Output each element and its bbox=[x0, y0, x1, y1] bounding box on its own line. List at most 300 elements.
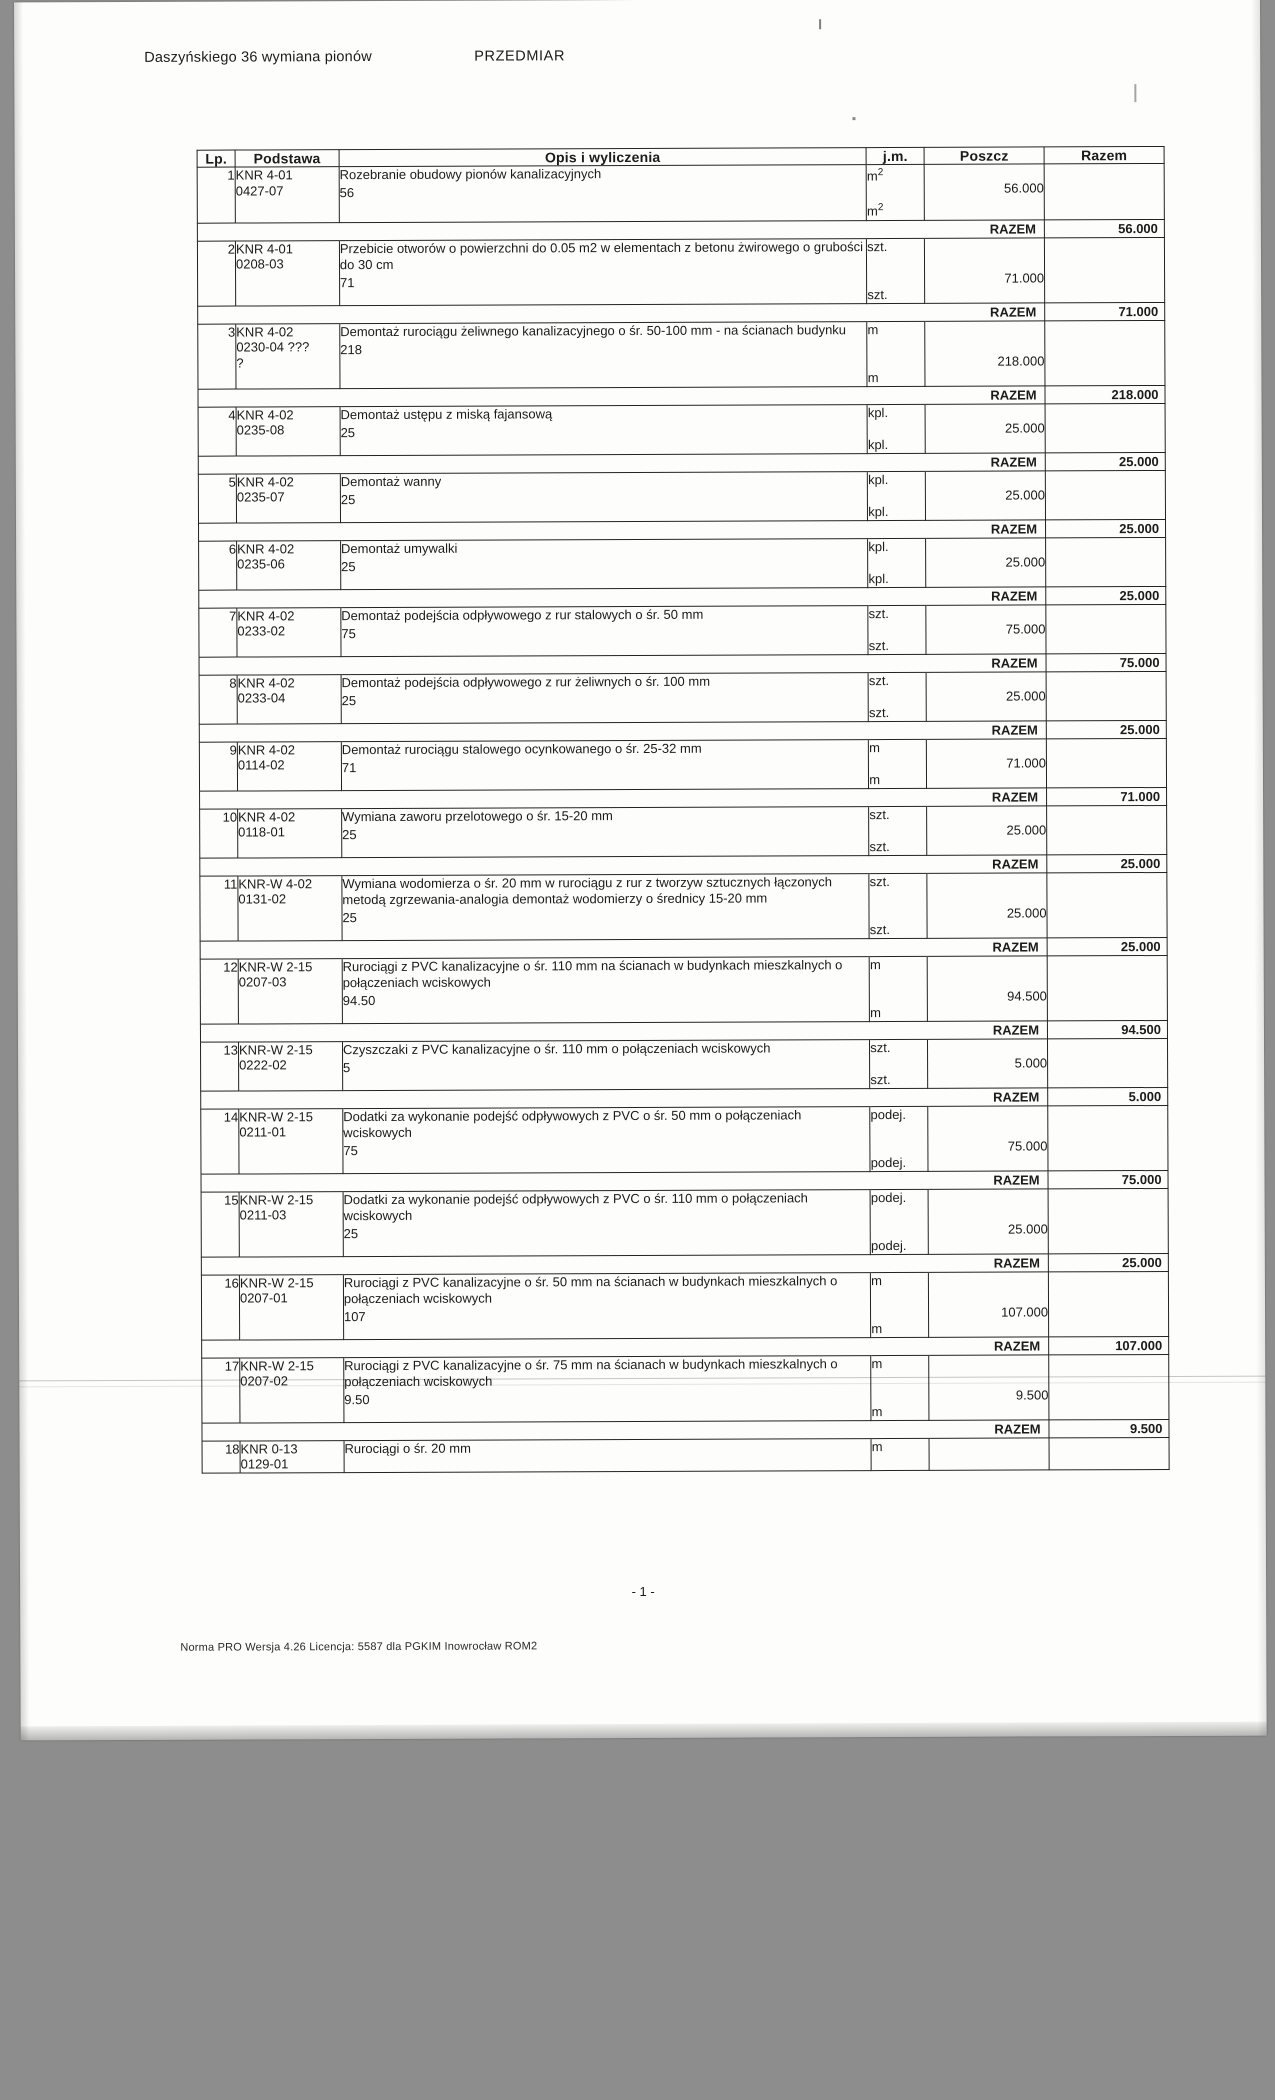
total-spacer-opis bbox=[340, 453, 867, 473]
total-spacer-lp bbox=[198, 306, 236, 324]
total-label-text: RAZEM bbox=[925, 220, 1045, 238]
spacer bbox=[867, 184, 924, 200]
total-label-text: RAZEM bbox=[928, 1171, 1048, 1189]
table-row bbox=[198, 403, 1165, 456]
cell-unit: m m bbox=[867, 321, 925, 386]
cell-podstawa: KNR-W 2-15 0211-01 bbox=[239, 1108, 343, 1173]
spacer bbox=[870, 890, 927, 922]
cell-poszcz bbox=[925, 404, 1045, 453]
total-spacer-podstawa bbox=[239, 1090, 343, 1108]
cell-razem-blank bbox=[1049, 1354, 1169, 1419]
total-spacer-podstawa bbox=[236, 455, 340, 473]
total-value: 9.500 bbox=[1049, 1419, 1169, 1437]
total-label bbox=[869, 938, 927, 956]
opis-description: Dodatki za wykonanie podejść odpływowych z PVC o śr. 50 mm o połączeniach wciskowych bbox=[343, 1107, 802, 1140]
cell-opis bbox=[340, 404, 867, 455]
spacer bbox=[925, 238, 1044, 270]
scan-dust-speck bbox=[1134, 84, 1136, 102]
total-value: 94.500 bbox=[1047, 1020, 1167, 1038]
cell-podstawa: KNR 4-02 0233-02 bbox=[237, 607, 341, 656]
total-value: 71.000 bbox=[1045, 302, 1165, 320]
poszcz-value: 71.000 bbox=[1004, 270, 1045, 286]
total-spacer-lp bbox=[197, 223, 235, 241]
header-left-title: Daszyńskiego 36 wymiana pionów bbox=[144, 49, 372, 66]
cell-poszcz bbox=[924, 164, 1044, 220]
cell-unit: podej. podej. bbox=[870, 1106, 928, 1171]
opis-description: Demontaż ustępu z miską fajansową bbox=[340, 405, 553, 422]
table-row bbox=[201, 1271, 1168, 1340]
cell-opis bbox=[344, 1355, 872, 1422]
total-value: 71.000 bbox=[1047, 787, 1167, 805]
spacer bbox=[926, 605, 1045, 621]
total-label-text: RAZEM bbox=[926, 520, 1046, 538]
total-label bbox=[870, 1021, 928, 1039]
cell-unit: m m bbox=[869, 956, 927, 1021]
cell-unit: szt. szt. bbox=[868, 605, 926, 654]
total-spacer-podstawa bbox=[239, 1173, 343, 1191]
total-label-text: RAZEM bbox=[926, 721, 1046, 739]
cell-poszcz bbox=[928, 1106, 1048, 1171]
spacer bbox=[868, 338, 925, 370]
total-label bbox=[871, 1420, 929, 1438]
spacer bbox=[929, 1272, 1048, 1304]
cell-razem-blank bbox=[1049, 1437, 1169, 1469]
col-header-opis: Opis i wyliczenia bbox=[339, 148, 866, 167]
cell-unit: kpl. kpl. bbox=[868, 538, 926, 587]
opis-description: Przebicie otworów o powierzchni do 0.05 m2 w elementach z betonu żwirowego o grubości do 30 cm bbox=[339, 238, 864, 272]
spacer bbox=[927, 806, 1046, 822]
cell-poszcz bbox=[926, 605, 1046, 654]
cell-opis bbox=[340, 471, 867, 522]
cell-lp: 12 bbox=[200, 959, 238, 1024]
cell-lp: 10 bbox=[200, 809, 238, 858]
cell-podstawa: KNR 4-01 0427-07 bbox=[235, 167, 339, 223]
poszcz-value: 94.500 bbox=[1007, 988, 1047, 1004]
cell-opis bbox=[341, 672, 868, 723]
opis-description: Dodatki za wykonanie podejść odpływowych z PVC o śr. 110 mm o połączeniach wciskowych bbox=[343, 1190, 808, 1223]
total-spacer-podstawa bbox=[240, 1339, 344, 1357]
document-header bbox=[144, 46, 1144, 66]
table-row bbox=[199, 671, 1166, 724]
spacer bbox=[929, 1355, 1048, 1387]
cell-unit-calc: szt. bbox=[867, 286, 888, 302]
cell-unit: m m bbox=[871, 1355, 929, 1420]
cell-razem-blank bbox=[1046, 537, 1166, 586]
table-row bbox=[197, 163, 1164, 222]
cell-poszcz bbox=[926, 538, 1046, 587]
table-row bbox=[202, 1437, 1169, 1473]
total-label-text: RAZEM bbox=[925, 386, 1045, 404]
cell-lp: 18 bbox=[202, 1441, 240, 1473]
total-label-text: RAZEM bbox=[925, 303, 1045, 321]
total-label bbox=[868, 520, 926, 538]
cell-podstawa: KNR 4-02 0235-06 bbox=[237, 540, 341, 589]
cell-lp: 4 bbox=[198, 407, 236, 456]
total-spacer-opis bbox=[341, 721, 868, 741]
total-spacer-opis bbox=[343, 1254, 870, 1274]
opis-description: Wymiana zaworu przelotowego o śr. 15-20 mm bbox=[342, 807, 613, 824]
cell-razem-blank bbox=[1048, 1038, 1168, 1087]
document-title: PRZEDMIAR bbox=[474, 48, 566, 65]
opis-calculation: 94.50 bbox=[342, 992, 376, 1008]
cell-unit-calc: m bbox=[871, 1320, 883, 1336]
cell-opis bbox=[339, 165, 867, 223]
cell-lp: 16 bbox=[201, 1275, 239, 1340]
spacer bbox=[869, 823, 926, 839]
poszcz-value: 107.000 bbox=[1001, 1304, 1049, 1320]
total-value: 218.000 bbox=[1045, 385, 1165, 403]
cell-podstawa: KNR 4-02 0118-01 bbox=[238, 808, 342, 857]
cell-unit: m m bbox=[869, 739, 927, 788]
cell-razem-blank bbox=[1045, 320, 1165, 385]
table-row bbox=[200, 1038, 1167, 1091]
cell-lp: 9 bbox=[199, 742, 237, 791]
cell-lp: 6 bbox=[199, 541, 237, 590]
spacer bbox=[927, 739, 1046, 755]
scan-dust-speck bbox=[852, 117, 855, 120]
total-spacer-opis bbox=[341, 654, 868, 674]
total-label bbox=[869, 855, 927, 873]
cell-podstawa: KNR 4-02 0235-08 bbox=[236, 406, 340, 455]
opis-calculation: 5 bbox=[342, 1059, 351, 1075]
poszcz-value: 75.000 bbox=[1007, 1138, 1048, 1154]
total-spacer-lp bbox=[201, 1257, 239, 1275]
poszcz-value: 5.000 bbox=[1014, 1055, 1048, 1071]
opis-calculation: 71 bbox=[339, 274, 355, 290]
cell-lp: 5 bbox=[198, 474, 236, 523]
cell-lp: 1 bbox=[197, 167, 235, 223]
table-row bbox=[200, 872, 1167, 941]
total-spacer-podstawa bbox=[235, 222, 339, 240]
opis-calculation: 25 bbox=[343, 1225, 359, 1241]
opis-calculation: 56 bbox=[339, 185, 355, 201]
cell-opis bbox=[340, 538, 867, 589]
spacer bbox=[869, 756, 926, 772]
cell-razem-blank bbox=[1047, 872, 1167, 937]
total-label bbox=[870, 1171, 928, 1189]
total-value: 75.000 bbox=[1048, 1170, 1168, 1188]
cell-unit: kpl. kpl. bbox=[867, 404, 925, 453]
cell-poszcz bbox=[925, 471, 1045, 520]
spacer bbox=[926, 538, 1045, 554]
cell-unit: szt. szt. bbox=[868, 672, 926, 721]
total-spacer-opis bbox=[344, 1420, 871, 1440]
opis-calculation: 75 bbox=[341, 625, 356, 641]
total-spacer-opis bbox=[340, 520, 867, 540]
cell-razem-blank bbox=[1046, 604, 1166, 653]
total-label-text: RAZEM bbox=[929, 1420, 1049, 1438]
poszcz-value: 25.000 bbox=[1006, 822, 1047, 838]
total-spacer-lp bbox=[201, 1174, 239, 1192]
total-spacer-lp bbox=[200, 858, 238, 876]
cell-opis bbox=[342, 806, 869, 857]
spacer bbox=[871, 1123, 928, 1155]
opis-description: Rurociągi z PVC kanalizacyjne o śr. 75 mm na ścianach w budynkach mieszkalnych o połączeniach wciskowych bbox=[344, 1355, 838, 1389]
total-spacer-opis bbox=[341, 788, 868, 808]
table-body bbox=[197, 163, 1169, 1472]
total-spacer-lp bbox=[200, 941, 238, 959]
cell-opis bbox=[340, 321, 868, 388]
spacer bbox=[868, 555, 925, 571]
total-label bbox=[867, 303, 925, 321]
przedmiar-table bbox=[197, 146, 1170, 1473]
poszcz-value: 9.500 bbox=[1015, 1387, 1049, 1403]
total-spacer-opis bbox=[342, 855, 869, 875]
cell-unit: kpl. kpl. bbox=[868, 471, 926, 520]
poszcz-value: 218.000 bbox=[997, 353, 1045, 369]
opis-calculation: 25 bbox=[341, 558, 356, 574]
poszcz-value: 25.000 bbox=[1006, 905, 1047, 921]
poszcz-value: 25.000 bbox=[1005, 487, 1045, 503]
cell-podstawa: KNR 4-02 0233-04 bbox=[237, 674, 341, 723]
cell-lp: 3 bbox=[198, 324, 236, 389]
total-spacer-lp bbox=[199, 523, 237, 541]
opis-calculation: 75 bbox=[343, 1142, 358, 1158]
opis-description: Rurociągi o śr. 20 mm bbox=[344, 1440, 471, 1456]
cell-lp: 7 bbox=[199, 608, 237, 657]
opis-calculation: 107 bbox=[343, 1308, 366, 1324]
cell-poszcz bbox=[927, 806, 1047, 855]
cell-razem-blank bbox=[1044, 237, 1164, 302]
total-value: 25.000 bbox=[1046, 720, 1166, 738]
total-value: 75.000 bbox=[1046, 653, 1166, 671]
total-label-text: RAZEM bbox=[928, 1021, 1048, 1039]
poszcz-value: 25.000 bbox=[1005, 554, 1046, 570]
total-spacer-opis bbox=[343, 1088, 870, 1108]
cell-unit-calc: szt. bbox=[870, 1071, 891, 1087]
table-row bbox=[199, 537, 1166, 590]
cell-unit-calc: kpl. bbox=[868, 503, 889, 519]
total-spacer-podstawa bbox=[238, 940, 342, 958]
total-spacer-podstawa bbox=[236, 388, 340, 406]
total-value: 25.000 bbox=[1045, 452, 1165, 470]
opis-description: Demontaż podejścia odpływowego z rur żeliwnych o śr. 100 mm bbox=[341, 673, 711, 690]
total-spacer-lp bbox=[200, 1024, 238, 1042]
cell-razem-blank bbox=[1048, 1105, 1168, 1170]
cell-unit-calc: szt. bbox=[868, 637, 889, 653]
cell-poszcz bbox=[925, 321, 1045, 386]
total-label-text: RAZEM bbox=[926, 587, 1046, 605]
opis-description: Demontaż rurociągu żeliwnego kanalizacyjnego o śr. 50-100 mm - na ścianach budynku bbox=[340, 321, 847, 339]
cell-poszcz bbox=[929, 1438, 1049, 1470]
cell-poszcz bbox=[928, 1039, 1048, 1088]
cell-poszcz bbox=[927, 956, 1047, 1021]
poszcz-value: 56.000 bbox=[1003, 180, 1044, 196]
cell-lp: 17 bbox=[202, 1358, 240, 1423]
cell-unit-calc: $m^2$ bbox=[867, 202, 884, 219]
cell-lp: 15 bbox=[201, 1192, 239, 1257]
total-label-text: RAZEM bbox=[925, 453, 1045, 471]
total-label-text: RAZEM bbox=[927, 855, 1047, 873]
total-spacer-opis bbox=[340, 303, 867, 323]
total-spacer-opis bbox=[344, 1337, 871, 1357]
total-spacer-opis bbox=[343, 1171, 870, 1191]
total-spacer-lp bbox=[202, 1340, 240, 1358]
total-label bbox=[870, 1088, 928, 1106]
total-spacer-podstawa bbox=[237, 656, 341, 674]
cell-unit: szt. szt. bbox=[867, 238, 925, 303]
cell-poszcz bbox=[925, 238, 1045, 303]
cell-podstawa: KNR-W 2-15 0207-02 bbox=[240, 1357, 344, 1422]
document-body bbox=[14, 0, 1267, 1740]
opis-calculation: 25 bbox=[340, 491, 356, 507]
cell-razem-blank bbox=[1046, 738, 1166, 787]
opis-description: Rurociągi z PVC kanalizacyjne o śr. 110 mm na ścianach w budynkach mieszkalnych o połączeniach wciskowych bbox=[342, 956, 843, 990]
opis-description: Demontaż umywalki bbox=[340, 540, 458, 556]
opis-calculation: 71 bbox=[341, 759, 357, 775]
total-spacer-lp bbox=[201, 1091, 239, 1109]
cell-opis bbox=[343, 1106, 871, 1173]
cell-poszcz bbox=[929, 1355, 1049, 1420]
cell-unit: szt. szt. bbox=[870, 1039, 928, 1088]
cell-razem-blank bbox=[1045, 403, 1165, 452]
total-value: 56.000 bbox=[1044, 219, 1164, 237]
cell-opis bbox=[343, 1189, 871, 1256]
total-label bbox=[867, 220, 925, 238]
opis-calculation: 25 bbox=[342, 826, 357, 842]
col-header-lp: Lp. bbox=[197, 150, 235, 167]
spacer bbox=[870, 1056, 927, 1072]
total-label bbox=[871, 1337, 929, 1355]
total-label-text: RAZEM bbox=[928, 1088, 1048, 1106]
total-value: 25.000 bbox=[1046, 519, 1166, 537]
poszcz-value: 71.000 bbox=[1006, 755, 1047, 771]
cell-unit-calc: szt. bbox=[869, 838, 890, 854]
table-row bbox=[197, 237, 1164, 306]
opis-description: Rurociągi z PVC kanalizacyjne o śr. 50 mm na ścianach w budynkach mieszkalnych o połączeniach wciskowych bbox=[343, 1272, 838, 1306]
total-spacer-podstawa bbox=[237, 589, 341, 607]
spacer bbox=[869, 622, 926, 638]
spacer bbox=[868, 421, 925, 437]
cell-podstawa: KNR-W 2-15 0207-03 bbox=[238, 958, 342, 1023]
cell-razem-blank bbox=[1045, 470, 1165, 519]
opis-description: Demontaż rurociągu stalowego ocynkowanego o śr. 25-32 mm bbox=[341, 740, 702, 757]
spacer bbox=[926, 404, 1045, 420]
table-row bbox=[201, 1188, 1168, 1257]
total-label bbox=[868, 587, 926, 605]
cell-podstawa: KNR-W 2-15 0211-03 bbox=[239, 1191, 343, 1256]
total-spacer-podstawa bbox=[236, 305, 340, 323]
table-row bbox=[201, 1105, 1168, 1174]
opis-calculation: 9.50 bbox=[344, 1391, 370, 1407]
cell-unit: m m bbox=[871, 1272, 929, 1337]
col-header-jm: j.m. bbox=[866, 147, 924, 164]
total-label bbox=[868, 721, 926, 739]
total-spacer-lp bbox=[198, 389, 236, 407]
cell-poszcz bbox=[928, 1189, 1048, 1254]
software-footer: Norma PRO Wersja 4.26 Licencja: 5587 dla PGKIM Inowrocław ROM2 bbox=[180, 1640, 538, 1654]
cell-poszcz bbox=[926, 672, 1046, 721]
total-spacer-opis bbox=[341, 587, 868, 607]
spacer bbox=[869, 689, 926, 705]
opis-description: Demontaż podejścia odpływowego z rur stalowych o śr. 50 mm bbox=[341, 606, 704, 623]
total-spacer-lp bbox=[200, 791, 238, 809]
cell-podstawa: KNR 4-02 0230-04 ??? ? bbox=[236, 323, 340, 388]
spacer bbox=[925, 164, 1044, 180]
cell-opis bbox=[341, 605, 868, 656]
cell-opis bbox=[344, 1438, 871, 1472]
total-spacer-lp bbox=[199, 590, 237, 608]
cell-razem-blank bbox=[1047, 955, 1167, 1020]
total-spacer-podstawa bbox=[238, 1023, 342, 1041]
cell-razem-blank bbox=[1048, 1188, 1168, 1253]
table-row bbox=[199, 738, 1166, 791]
total-label bbox=[868, 654, 926, 672]
poszcz-value: 25.000 bbox=[1004, 420, 1045, 436]
cell-razem-blank bbox=[1044, 163, 1164, 219]
spacer bbox=[928, 1039, 1047, 1055]
cell-unit-calc: kpl. bbox=[868, 570, 889, 586]
spacer bbox=[871, 1289, 928, 1321]
col-header-razem: Razem bbox=[1044, 146, 1164, 163]
spacer bbox=[926, 471, 1045, 487]
total-label-text: RAZEM bbox=[928, 1254, 1048, 1272]
cell-opis bbox=[339, 238, 867, 305]
cell-opis bbox=[342, 956, 870, 1023]
opis-description: Demontaż wanny bbox=[340, 473, 442, 489]
cell-opis bbox=[341, 739, 868, 790]
spacer bbox=[927, 672, 1046, 688]
cell-unit-calc: m bbox=[870, 1004, 881, 1020]
spacer bbox=[928, 873, 1047, 905]
spacer bbox=[871, 1372, 928, 1404]
opis-calculation: 25 bbox=[342, 909, 357, 925]
total-spacer-podstawa bbox=[239, 1256, 343, 1274]
total-label-text: RAZEM bbox=[926, 654, 1046, 672]
cell-unit-calc: m bbox=[869, 771, 881, 787]
total-spacer-lp bbox=[202, 1423, 240, 1441]
opis-description: Wymiana wodomierza o śr. 20 mm w rurociągu z rur z tworzyw sztucznych łączonych metodą zgrzewania-analogia demontaż wodomierzy o średnicy 15-20 mm bbox=[342, 873, 833, 907]
cell-opis bbox=[342, 1039, 869, 1090]
cell-unit-calc: podej. bbox=[870, 1154, 907, 1170]
poszcz-value: 25.000 bbox=[1007, 1221, 1048, 1237]
table-row bbox=[198, 320, 1165, 389]
spacer bbox=[871, 1206, 928, 1238]
total-spacer-lp bbox=[198, 456, 236, 474]
cell-unit: $m^2$ $m^2$ bbox=[866, 164, 924, 220]
scanned-page bbox=[14, 0, 1267, 1740]
cell-podstawa: KNR 4-02 0114-02 bbox=[237, 741, 341, 790]
total-label bbox=[867, 453, 925, 471]
cell-lp: 8 bbox=[199, 675, 237, 724]
total-label-text: RAZEM bbox=[929, 1337, 1049, 1355]
cell-unit: szt. szt. bbox=[869, 873, 927, 938]
cell-razem-blank bbox=[1047, 805, 1167, 854]
cell-unit: m bbox=[871, 1438, 929, 1470]
cell-unit-calc: m bbox=[867, 369, 879, 385]
cell-razem-blank bbox=[1046, 671, 1166, 720]
spacer bbox=[929, 1189, 1048, 1221]
total-spacer-podstawa bbox=[240, 1422, 344, 1440]
total-spacer-opis bbox=[342, 1021, 869, 1041]
cell-podstawa: KNR-W 4-02 0131-02 bbox=[238, 875, 342, 940]
total-spacer-podstawa bbox=[238, 857, 342, 875]
col-header-podstawa: Podstawa bbox=[235, 150, 339, 167]
spacer bbox=[925, 321, 1044, 353]
cell-podstawa: KNR-W 2-15 0207-01 bbox=[239, 1274, 343, 1339]
opis-calculation: 218 bbox=[340, 341, 362, 357]
cell-podstawa: KNR 0-13 0129-01 bbox=[240, 1440, 344, 1472]
spacer bbox=[870, 973, 927, 1005]
opis-description: Rozebranie obudowy pionów kanalizacyjnych bbox=[339, 166, 602, 183]
table-row bbox=[200, 955, 1167, 1024]
spacer bbox=[928, 956, 1047, 988]
cell-opis bbox=[342, 873, 870, 940]
opis-calculation: 25 bbox=[340, 424, 356, 440]
cell-unit-calc: szt. bbox=[868, 704, 890, 720]
total-spacer-podstawa bbox=[237, 723, 341, 741]
cell-unit-calc: kpl. bbox=[867, 436, 889, 452]
